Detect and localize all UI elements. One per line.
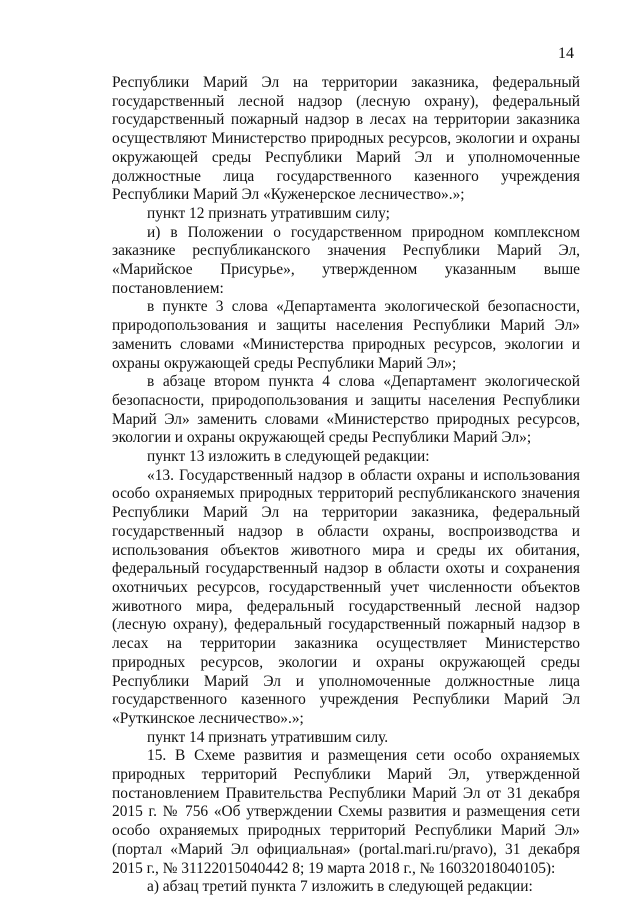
paragraph-point-3-change: в пункте 3 слова «Департамента экологической безопасности, природопользования и защиты населения Республики Марий Эл» заменить словами «Министерства природных ресурсов, экологии и охраны окружающей среды Республики Марий Эл»;	[112, 298, 580, 372]
paragraph-item-15: 15. В Схеме развития и размещения сети особо охраняемых природных территорий Республики Марий Эл, утвержденной постановлением Правительства Республики Марий Эл от 31 декабря 2015 г. № 756 «Об утверждении Схемы развития и размещения сети особо охраняемых природных территорий Республики Марий Эл» (портал «Марий Эл официальная» (portal.mari.ru/pravo), 31 декабря 2015 г., № 31122015040442 8; 19 марта 2018 г., № 16032018040105):	[112, 747, 580, 877]
paragraph-continuation: Республики Марий Эл на территории заказника, федеральный государственный лесной надзор (лесную охрану), федеральный государственный пожарный надзор в лесах на территории заказника осуществляют Министерство природных ресурсов, экологии и охраны окружающей среды Республики Марий Эл и уполномоченные должностные лица государственного казенного учреждения Республики Марий Эл «Куженерское лесничество».»;	[112, 74, 580, 204]
document-body	[112, 74, 580, 897]
paragraph-point-4-change: в абзаце втором пункта 4 слова «Департамент экологической безопасности, природопользования и защиты населения Республики Марий Эл» заменить словами «Министерство природных ресурсов, экологии и охраны окружающей среды Республики Марий Эл»;	[112, 373, 580, 447]
paragraph-subitem-a: а) абзац третий пункта 7 изложить в следующей редакции:	[147, 878, 533, 896]
page-number: 14	[558, 45, 574, 62]
paragraph-item-12: пункт 12 признать утратившим силу;	[147, 204, 390, 222]
paragraph-item-13-intro: пункт 13 изложить в следующей редакции:	[147, 448, 430, 466]
paragraph-subitem-i: и) в Положении о государственном природном комплексном заказнике республиканского значения Республики Марий Эл, «Марийское Присурье», утвержденном указанным выше постановлением:	[112, 223, 580, 297]
paragraph-item-13-text: «13. Государственный надзор в области охраны и использования особо охраняемых природных территорий республиканского значения Республики Марий Эл на территории заказника, федеральный государственный надзор в области охраны, воспроизводства и использования объектов животного мира и среды их обитания, федеральный государственный надзор в области охоты и сохранения охотничьих ресурсов, государственный учет численности объектов животного мира, федеральный государственный лесной надзор (лесную охрану), федеральный государственный пожарный надзор в лесах на территории заказника осуществляет Министерство природных ресурсов, экологии и охраны окружающей среды Республики Марий Эл и уполномоченные должностные лица государственного казенного учреждения Республики Марий Эл «Руткинское лесничество».»;	[112, 466, 580, 727]
paragraph-item-14: пункт 14 признать утратившим силу.	[147, 728, 389, 746]
